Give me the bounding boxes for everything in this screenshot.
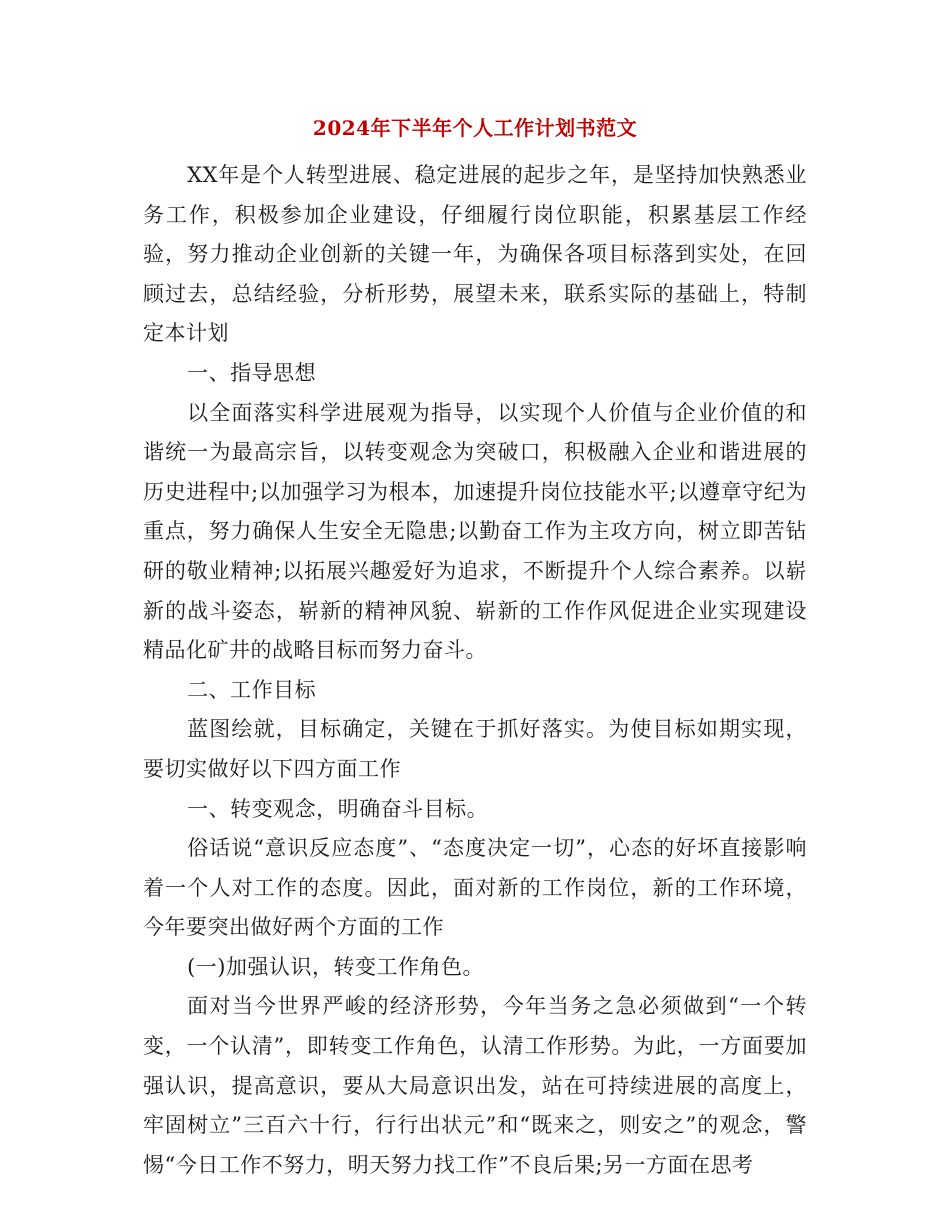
section-heading-guiding-thought: 一、指导思想	[187, 360, 317, 385]
guiding-thought-paragraph: 以全面落实科学进展观为指导，以实现个人价值与企业价值的和谐统一为最高宗旨，以转变观念为突破口，积极融入企业和谐进展的历史进程中;以加强学习为根本，加速提升岗位技能水平;以遵章守纪为重点，努力确保人生安全无隐患;以勤奋工作为主攻方向，树立即苦钻研的敬业精神;以拓展兴趣爱好为追求，不断提升个人综合素养。以崭新的战斗姿态，崭新的精神风貌、崭新的工作作风促进企业实现建设精品化矿井的战略目标而努力奋斗。	[143, 400, 807, 663]
change-mindset-paragraph: 俗话说“意识反应态度”、“态度决定一切”，心态的好坏直接影响着一个人对工作的态度。因此，面对新的工作岗位，新的工作环境，今年要突出做好两个方面的工作	[143, 836, 807, 940]
subsection-heading-change-mindset: 一、转变观念，明确奋斗目标。	[187, 796, 489, 821]
work-goals-paragraph: 蓝图绘就，目标确定，关键在于抓好落实。为使目标如期实现，要切实做好以下四方面工作	[143, 717, 807, 781]
section-heading-work-goals: 二、工作目标	[187, 677, 317, 702]
document-page	[143, 112, 807, 1185]
document-title: 2024年下半年个人工作计划书范文	[312, 116, 638, 140]
intro-paragraph: XX年是个人转型进展、稳定进展的起步之年，是坚持加快熟悉业务工作，积极参加企业建设，仔细履行岗位职能，积累基层工作经验，努力推动企业创新的关键一年，为确保各项目标落到实处，在回顾过去，总结经验，分析形势，展望未来，联系实际的基础上，特制定本计划	[143, 163, 807, 346]
strengthen-awareness-paragraph: 面对当今世界严峻的经济形势，今年当务之急必须做到“一个转变，一个认清”，即转变工作角色，认清工作形势。为此，一方面要加强认识，提高意识，要从大局意识出发，站在可持续进展的高度上，牢固树立”三百六十行，行行出状元”和“既来之，则安之”的观念，警惕“今日工作不努力，明天努力找工作”不良后果;另一方面在思考	[143, 994, 807, 1177]
item-heading-strengthen-awareness: (一)加强认识，转变工作角色。	[187, 954, 484, 979]
